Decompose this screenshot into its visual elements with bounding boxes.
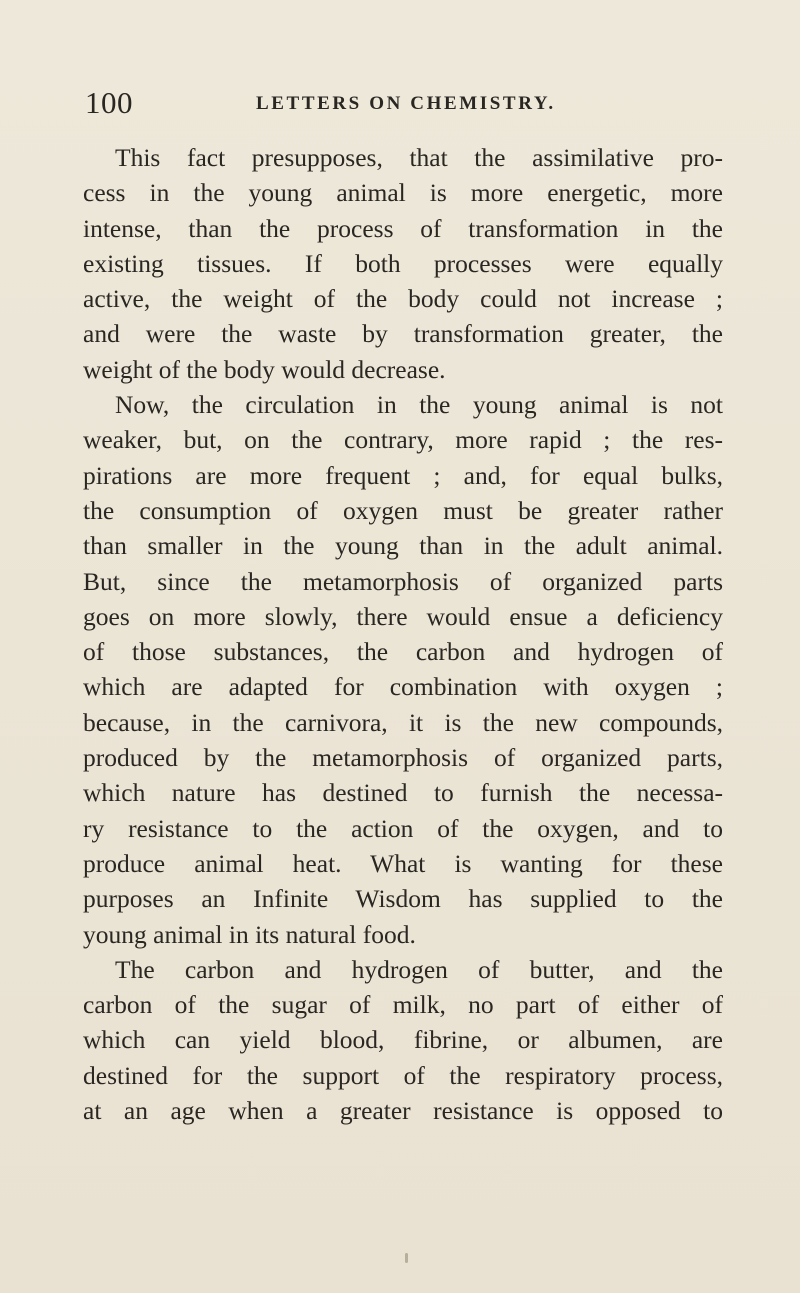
text-line: The carbon and hydrogen of butter, and the [115,954,723,984]
text-line: and were the waste by transformation greater, the [83,319,723,349]
ink-smudge [405,1253,408,1263]
text-line: than smaller in the young than in the adult animal. [83,531,723,561]
text-line: cess in the young animal is more energetic, more [83,178,723,208]
text-line: produce animal heat. What is wanting for these [83,848,723,878]
text-line: young animal in its natural food. [83,919,416,949]
text-line: This fact presupposes, that the assimilative pro- [115,143,723,172]
text-line: which can yield blood, fibrine, or albumen, are [83,1025,723,1055]
text-line: intense, than the process of transformation in the [83,213,723,243]
text-line: at an age when a greater resistance is opposed to [83,1096,723,1126]
text-line: which nature has destined to furnish the necessa- [83,778,723,808]
text-line: destined for the support of the respiratory process, [83,1060,723,1090]
text-line: weight of the body would decrease. [83,354,446,384]
text-line: goes on more slowly, there would ensue a deficiency [83,601,723,631]
text-line: existing tissues. If both processes were equally [83,248,723,278]
text-line: because, in the carnivora, it is the new compounds, [83,707,723,737]
running-head [85,86,715,126]
text-line: which are adapted for combination with oxygen ; [83,672,723,702]
text-line: active, the weight of the body could not increase ; [83,284,723,314]
text-line: the consumption of oxygen must be greater rather [83,495,723,525]
text-line: carbon of the sugar of milk, no part of either of [83,990,723,1020]
text-line: weaker, but, on the contrary, more rapid ; the res- [83,425,723,455]
text-line: ry resistance to the action of the oxygen, and to [83,813,723,843]
body-text [83,140,723,1128]
text-line: But, since the metamorphosis of organized parts [83,566,723,596]
text-line: produced by the metamorphosis of organized parts, [83,743,723,773]
page-number: 100 [85,85,133,120]
text-line: pirations are more frequent ; and, for equal bulks, [83,460,723,490]
running-title: LETTERS ON CHEMISTRY. [256,93,556,114]
text-line: purposes an Infinite Wisdom has supplied to the [83,884,723,914]
text-line: of those substances, the carbon and hydrogen of [83,637,723,667]
text-line: Now, the circulation in the young animal is not [115,390,723,420]
